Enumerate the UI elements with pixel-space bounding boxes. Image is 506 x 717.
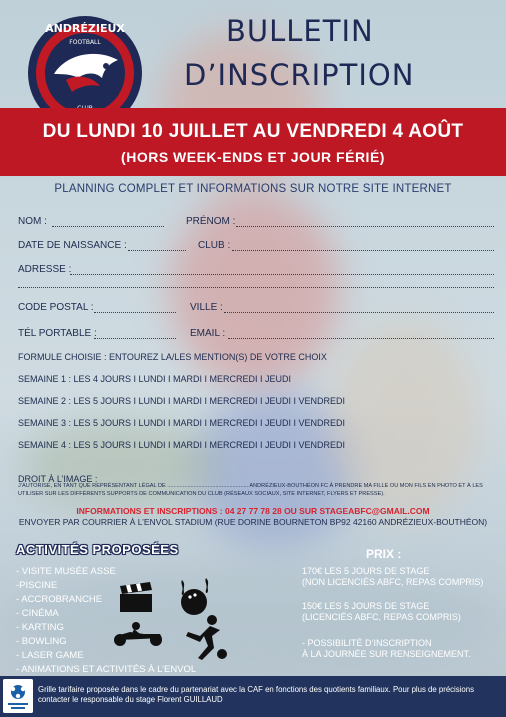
field-adresse-1[interactable] bbox=[70, 274, 494, 275]
logo-mid-text: FOOTBALL bbox=[69, 39, 101, 46]
field-adresse-2[interactable] bbox=[18, 287, 494, 288]
activity-item: - VISITE MUSÉE ASSE bbox=[16, 566, 116, 577]
label-nom: NOM : bbox=[18, 216, 47, 227]
contact-courrier: ENVOYER PAR COURRIER À L’ENVOL STADIUM (RUE DORINE BOURNETON BP92 42160 ANDRÉZIEUX-BOUTHÉON) bbox=[18, 517, 488, 527]
prix-title: PRIX : bbox=[366, 547, 402, 561]
prix-1-line-2: (NON LICENCIÉS ABFC, REPAS COMPRIS) bbox=[302, 577, 484, 587]
semaine-3-options[interactable]: SEMAINE 3 : LES 5 JOURS I LUNDI I MARDI I MERCREDI I JEUDI I VENDREDI bbox=[18, 418, 346, 428]
activities-title: ACTIVITÉS PROPOSÉES bbox=[16, 542, 179, 557]
title-line-2: D’INSCRIPTION bbox=[184, 58, 415, 92]
label-tel: TÉL PORTABLE : bbox=[18, 328, 97, 339]
semaine-4-options[interactable]: SEMAINE 4 : LES 5 JOURS I LUNDI I MARDI I MERCREDI I JEUDI I VENDREDI bbox=[18, 440, 346, 450]
dates-banner bbox=[0, 108, 506, 176]
banner-note: (HORS WEEK-ENDS ET JOUR FÉRIÉ) bbox=[121, 149, 385, 165]
bowling-icon bbox=[170, 576, 216, 618]
label-code-postal: CODE POSTAL : bbox=[18, 302, 94, 313]
activity-item: - BOWLING bbox=[16, 636, 67, 647]
title-line-1: BULLETIN bbox=[226, 14, 374, 48]
clapperboard-icon bbox=[118, 582, 154, 614]
field-code-postal[interactable] bbox=[94, 312, 176, 313]
prix-2-line-1: 150€ LES 5 JOURS DE STAGE bbox=[302, 601, 430, 611]
droit-image-body: J’AUTORISE, EN TANT QUE REPRÉSENTANT LÉGAL DE .................................................... ANDRÉZIEUX-BOUTHÉON FC À PRENDRE MA FILLE OU MON FILS EN PHOTO ET À LES UTILISER SUR LES DIFFÉRENTS SUPPORTS DE COMMUNICATION DU CLUB (RÉSEAUX SOCIAUX, SITE INTERNET, FLYERS ET PRESSE). bbox=[18, 483, 483, 497]
semaine-1-options[interactable]: SEMAINE 1 : LES 4 JOURS I LUNDI I MARDI I MERCREDI I JEUDI bbox=[18, 374, 292, 384]
activity-item: - CINÉMA bbox=[16, 608, 59, 619]
activity-item: - LASER GAME bbox=[16, 650, 84, 661]
logo-top-text: ANDRÉZIEUX bbox=[45, 22, 125, 35]
activity-item: - KARTING bbox=[16, 622, 64, 633]
label-club: CLUB : bbox=[198, 240, 231, 251]
prix-3-line-2: À LA JOURNÉE SUR RENSEIGNEMENT. bbox=[302, 649, 471, 659]
label-adresse: ADRESSE : bbox=[18, 264, 72, 275]
activity-item: - ANIMATIONS ET ACTIVITÉS À L’ENVOL bbox=[16, 664, 197, 675]
field-tel[interactable] bbox=[94, 338, 176, 339]
footer bbox=[0, 676, 506, 717]
label-ville: VILLE : bbox=[190, 302, 223, 313]
football-player-icon bbox=[180, 614, 230, 662]
semaine-2-options[interactable]: SEMAINE 2 : LES 5 JOURS I LUNDI I MARDI I MERCREDI I JEUDI I VENDREDI bbox=[18, 396, 346, 406]
planning-text: PLANNING COMPLET ET INFORMATIONS SUR NOTRE SITE INTERNET bbox=[54, 183, 452, 195]
field-nom[interactable] bbox=[52, 226, 164, 227]
banner-dates: DU LUNDI 10 JUILLET AU VENDREDI 4 AOÛT bbox=[42, 121, 464, 142]
prix-3-line-1: - POSSIBILITÉ D’INSCRIPTION bbox=[302, 638, 432, 648]
label-naissance: DATE DE NAISSANCE : bbox=[18, 240, 127, 251]
label-prenom: PRÉNOM : bbox=[186, 216, 236, 227]
prix-2-line-2: (LICENCIÉS ABFC, REPAS COMPRIS) bbox=[302, 612, 461, 622]
activity-item: -PISCINE bbox=[16, 580, 58, 591]
caf-logo bbox=[3, 679, 33, 713]
field-club[interactable] bbox=[232, 250, 494, 251]
kart-icon bbox=[110, 620, 166, 648]
prix-1-line-1: 170€ LES 5 JOURS DE STAGE bbox=[302, 566, 430, 576]
footer-text: Grille tarifaire proposée dans le cadre du partenariat avec la CAF en fonctions des quotients familiaux. Pour plus de précisions contacter le responsable du stage Florent GUILLAUD bbox=[38, 685, 474, 704]
field-ville[interactable] bbox=[224, 312, 494, 313]
label-email: EMAIL : bbox=[190, 328, 226, 339]
droit-image-title: DROIT À L’IMAGE : bbox=[18, 474, 98, 484]
field-naissance[interactable] bbox=[128, 250, 186, 251]
activity-item: - ACCROBRANCHE bbox=[16, 594, 103, 605]
field-prenom[interactable] bbox=[236, 226, 494, 227]
formule-text: FORMULE CHOISIE : ENTOUREZ LA/LES MENTION(S) DE VOTRE CHOIX bbox=[18, 352, 327, 362]
field-email[interactable] bbox=[228, 338, 494, 339]
contact-info: INFORMATIONS ET INSCRIPTIONS : 04 27 77 78 28 OU SUR STAGEABFC@GMAIL.COM bbox=[76, 506, 430, 516]
